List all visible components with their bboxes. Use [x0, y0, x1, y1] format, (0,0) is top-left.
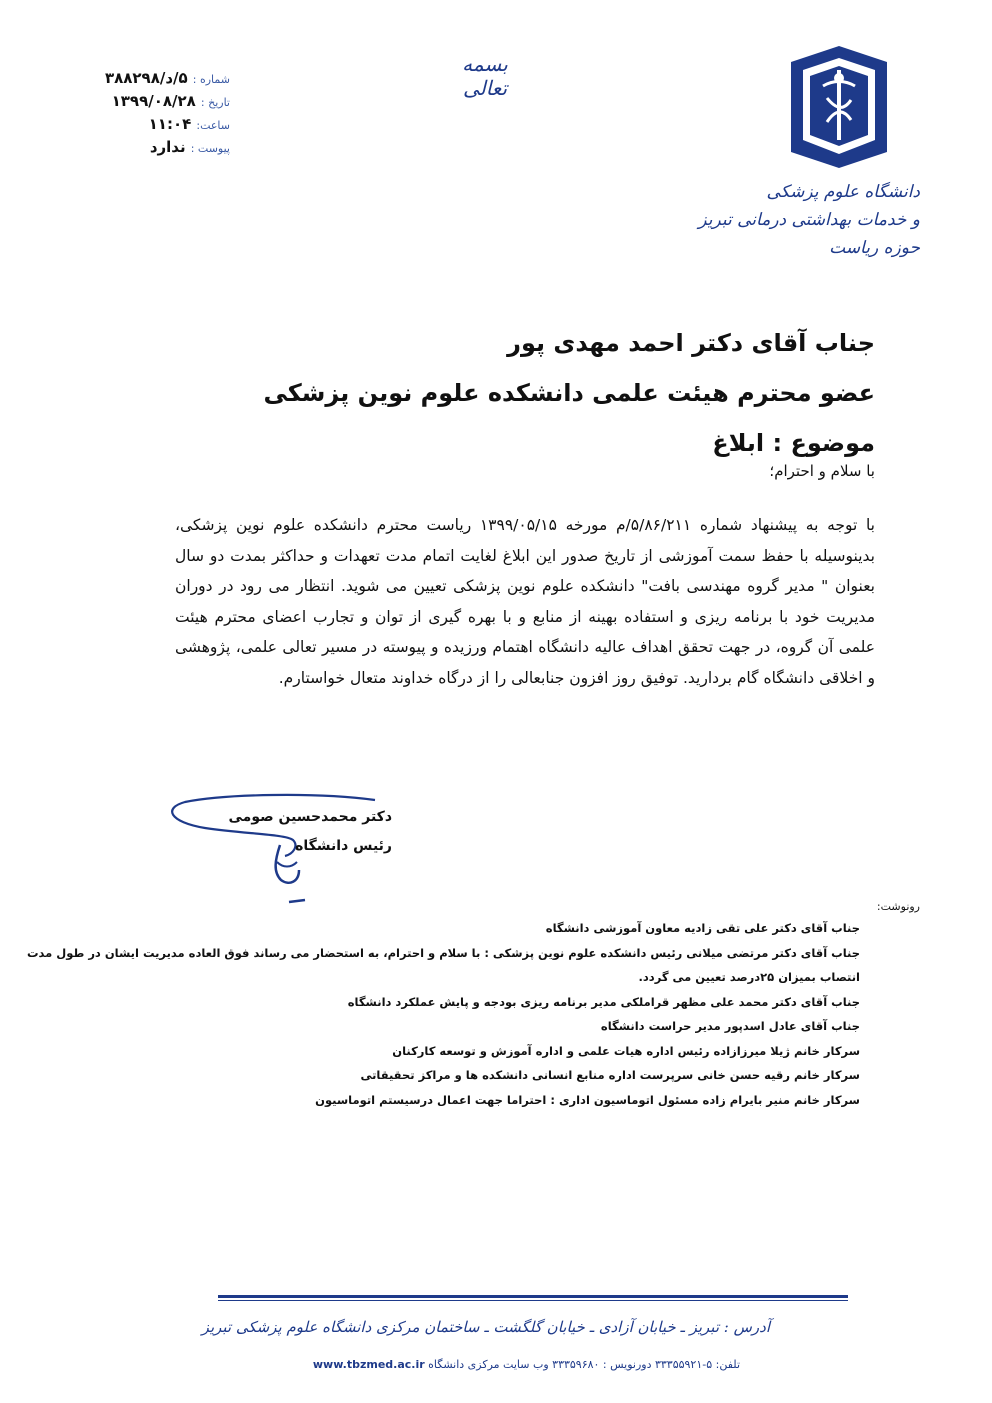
university-name [700, 178, 920, 262]
university-logo [783, 42, 895, 172]
meta-value-date: ۱۳۹۹/۰۸/۲۸ [111, 92, 196, 110]
cc-item: جناب آقای عادل اسدپور مدیر حراست دانشگاه [600, 1019, 860, 1033]
cc-item: سرکار خانم رقیه حسن خانی سرپرست اداره منابع انسانی دانشکده ها و مراکز تحقیقاتی [360, 1068, 860, 1082]
meta-label-number: شماره : [192, 73, 230, 86]
meta-row-number [60, 68, 230, 91]
meta-label-date: تاریخ : [200, 96, 230, 109]
signer-name: دکتر محمدحسین صومی [228, 809, 392, 825]
footer-contact [312, 1358, 740, 1371]
cc-item: جناب آقای دکتر علی تقی زادیه معاون آموزشی دانشگاه [545, 921, 860, 935]
signer-block [230, 803, 392, 861]
university-name-line3: حوزه ریاست [829, 238, 920, 258]
cc-list [10, 916, 860, 1112]
footer-phone: تلفن: ۵-۳۳۳۵۵۹۲۱ دورنویس : ۳۳۳۵۹۶۸۰ وب سایت مرکزی دانشگاه [428, 1358, 740, 1371]
footer-divider-thin [218, 1300, 848, 1301]
cc-item: جناب آقای دکتر محمد علی مظهر قراملکی مدیر برنامه ریزی بودجه و پایش عملکرد دانشگاه [347, 994, 860, 1009]
recipient-name: جناب آقای دکتر احمد مهدی پور [507, 329, 875, 357]
footer-address: آدرس : تبریز ـ خیابان آزادی ـ خیابان گلگشت ـ ساختمان مرکزی دانشگاه علوم پزشکی تبریز [201, 1318, 770, 1336]
footer-website-link[interactable]: www.tbzmed.ac.ir [312, 1358, 425, 1371]
cc-title: رونوشت: [876, 900, 920, 913]
meta-value-number: ۵/د/۳۸۸۲۹۸ [104, 69, 188, 87]
university-name-line1: دانشگاه علوم پزشکی [766, 182, 920, 202]
cc-item: سرکار خانم ژیلا میرزازاده رئیس اداره هیات علمی و اداره آموزش و توسعه کارکنان [392, 1043, 860, 1058]
letter-body: با توجه به پیشنهاد شماره ۵/۸۶/۲۱۱/م مورخه ۱۳۹۹/۰۵/۱۵ ریاست محترم دانشکده علوم نوین پزشکی، بدینوسیله با حفظ سمت آموزشی از تاریخ صدور این ابلاغ لغایت اتمام مدت تعهدات و حداکثر بمدت دو سال بعنوان " مدیر گروه مهندسی بافت" دانشکده علوم نوین پزشکی تعیین می شوید. انتظار می رود در دوران مدیریت خود با برنامه ریزی و استفاده بهینه از منابع و با بهره گیری از توان و تجارب اعضای محترم هیئت علمی آن گروه، در جهت تحقق اهداف عالیه دانشگاه اهتمام ورزیده و پیوسته در مسیر تعالی علمی، پژوهشی و اخلاقی دانشگاه گام بردارید. توفیق روز افزون جنابعالی را از درگاه خداوند متعال خواستارم. [175, 516, 875, 687]
recipient-title: عضو محترم هیئت علمی دانشکده علوم نوین پزشکی [263, 379, 875, 407]
meta-row-time [60, 114, 230, 137]
signer-title: رئیس دانشگاه [295, 838, 392, 854]
letter-heading [263, 318, 875, 468]
meta-label-time: ساعت: [196, 119, 230, 132]
meta-row-date [60, 91, 230, 114]
letter-meta [60, 68, 230, 160]
footer-divider [218, 1295, 848, 1298]
meta-row-attachment [60, 137, 230, 160]
letter-subject: موضوع : ابلاغ [712, 429, 875, 457]
cc-item: جناب آقای دکتر مرتضی میلانی رئیس دانشکده علوم نوین پزشکی : با سلام و احترام، به استحضار می رساند فوق العاده مدیریت ایشان در طول مدت انتصاب بمیزان ۲۵درصد تعیین می گردد. [26, 945, 860, 984]
greeting: با سلام و احترام؛ [769, 462, 875, 480]
meta-value-time: ۱۱:۰۴ [148, 115, 192, 133]
bismillah-heading: بسمه تعالی [462, 52, 508, 100]
university-name-line2: و خدمات بهداشتی درمانی تبریز [698, 210, 920, 230]
meta-value-attachment: ندارد [149, 138, 186, 156]
meta-label-attachment: پیوست : [190, 142, 230, 155]
cc-item: سرکار خانم منیر بایرام زاده مسئول اتوماسیون اداری : احتراما جهت اعمال درسیستم اتوماسیون [315, 1092, 860, 1107]
